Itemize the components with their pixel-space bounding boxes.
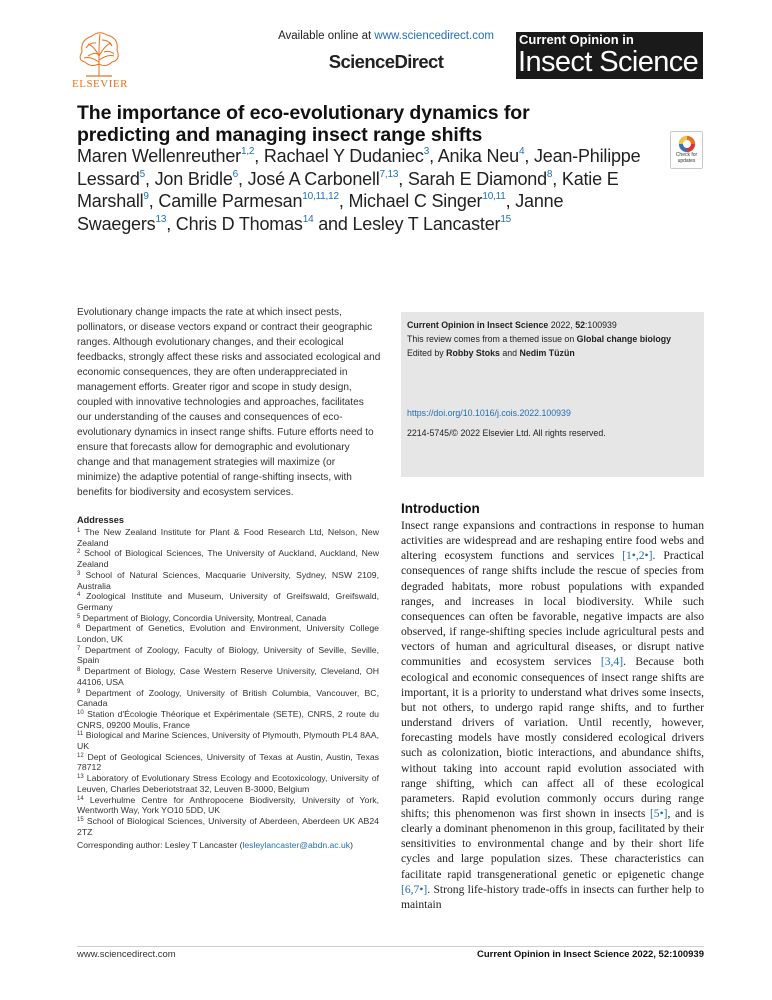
author-name: Katie E Marshall [77, 168, 619, 212]
address-number: 1 [77, 528, 81, 534]
footer-website: www.sciencedirect.com [77, 949, 176, 960]
availability-prefix: Available online at [278, 30, 375, 42]
address-number: 15 [77, 816, 84, 823]
editor-1: Robby Stoks [446, 348, 500, 358]
address-item [77, 570, 379, 591]
abstract: Evolutionary change impacts the rate at which insect pests, pollinators, or disease vectors expand or contract their geographic ranges. Although evolutionary changes, and their ecological feedbacks, strongly affect these risks and associated ecological and economic consequences, they are often underappreciated in management efforts. Greater rigor and scope in study design, coupled with innovative technologies and approaches, facilitates our understanding of the causes and consequences of eco-evolutionary dynamics in insect range shifts. Future efforts need to ensure that forecasts allow for demographic and evolutionary change and that management strategies will maximize (or minimize) the adaptive potential of range-shifting insects, with benefits for biodiversity and ecosystem services. [77, 307, 381, 498]
check-updates-icon [678, 135, 696, 153]
address-number: 5 [77, 613, 81, 620]
author-affiliation[interactable]: 14 [302, 213, 314, 225]
address-text: Laboratory of Evolutionary Stress Ecology and Ecotoxicology, University of Leuven, Charles Deberiotstraat 32, Leuven B-3000, Belgium [77, 773, 379, 794]
citation-reference-link[interactable]: [1•,2•] [622, 549, 653, 563]
theme-prefix: This review comes from a themed issue on [407, 334, 577, 344]
author-separator: , [148, 191, 159, 212]
author-separator: , [166, 213, 176, 234]
journal-logo-top: Current Opinion in [519, 32, 634, 47]
citation-reference-link[interactable]: [3,4] [600, 655, 624, 669]
corresponding-author [77, 840, 387, 850]
address-text: School of Natural Sciences, Macquarie University, Sydney, NSW 2109, Australia [77, 569, 379, 591]
address-item [77, 709, 379, 730]
address-item [77, 816, 379, 837]
author-separator: , [338, 191, 349, 212]
author-separator: , [524, 146, 534, 166]
address-item [77, 752, 379, 773]
author-name: Maren Wellenreuther [77, 146, 241, 166]
editor-and: and [499, 348, 520, 358]
author-name: Janne Swaegers [77, 191, 564, 234]
author-affiliation[interactable]: 1,2 [240, 146, 255, 157]
address-text: The New Zealand Institute for Plant & Food Research Ltd, Nelson, New Zealand [77, 527, 379, 548]
citation-journal: Current Opinion in Insect Science [407, 320, 549, 330]
author-affiliation[interactable]: 6 [232, 168, 239, 180]
address-item [77, 666, 379, 687]
author-name: Jon Bridle [154, 168, 233, 189]
address-text: School of Biological Sciences, The University of Auckland, Auckland, New Zealand [77, 548, 380, 570]
author-name: José A Carbonell [247, 168, 380, 189]
author-name: Lesley T Lancaster [352, 213, 501, 234]
address-item [77, 795, 379, 816]
introduction-text: , and is clearly a dominant phenomenon in this group, facilitated by their sensitivities to environmental change and by their short life cycles and large population sizes. These characteristics can facilitate rapid transgenerational genetic or epigenetic change [401, 806, 704, 881]
author-separator: and [313, 213, 353, 234]
journal-logo [516, 32, 703, 79]
author-affiliation[interactable]: 13 [155, 213, 167, 225]
citation-year: 2022, [548, 320, 576, 330]
address-item [77, 645, 379, 666]
author-affiliation[interactable]: 4 [518, 146, 525, 157]
address-number: 4 [77, 592, 81, 599]
address-number: 9 [77, 688, 81, 695]
addresses-list [77, 527, 379, 837]
author-name: Michael C Singer [348, 191, 483, 212]
address-number: 11 [77, 731, 84, 738]
address-text: Department of Zoology, Faculty of Biology, University of Seville, Seville, Spain [77, 644, 379, 666]
author-affiliation[interactable]: 10,11 [482, 191, 506, 203]
address-text: Department of Zoology, University of British Columbia, Vancouver, BC, Canada [77, 687, 379, 709]
edited-prefix: Edited by [407, 348, 447, 358]
address-text: Dept of Geological Sciences, University of Texas at Austin, Austin, Texas 78712 [77, 751, 379, 773]
introduction-body [401, 518, 704, 911]
address-number: 6 [77, 624, 81, 631]
author-separator: , [505, 191, 516, 212]
address-number: 3 [77, 570, 81, 577]
author-separator: , [145, 168, 155, 189]
address-item [77, 527, 379, 548]
address-text: Biological and Marine Sciences, University of Plymouth, Plymouth PL4 8AA, UK [77, 730, 379, 752]
address-number: 7 [77, 645, 81, 652]
journal-logo-bottom: Insect Science [518, 46, 699, 78]
article-info-box [401, 312, 704, 477]
author-affiliation[interactable]: 10,11,12 [302, 191, 339, 203]
introduction-heading: Introduction [401, 501, 480, 516]
check-updates-line-1: Check for [675, 152, 698, 158]
author-affiliation[interactable]: 9 [143, 191, 149, 203]
corresponding-prefix: Corresponding author: Lesley T Lancaster ( [77, 840, 243, 850]
corresponding-email-link[interactable]: lesleylancaster@abdn.ac.uk [242, 840, 351, 850]
citation-reference-link[interactable]: [6,7•] [401, 882, 428, 896]
address-item [77, 613, 379, 624]
citation-reference-link[interactable]: [5•] [649, 806, 668, 820]
address-number: 14 [77, 795, 84, 802]
check-for-updates-button[interactable] [670, 131, 703, 169]
author-separator: , [429, 146, 438, 166]
citation-line [407, 319, 696, 331]
editor-2: Nedim Tüzün [519, 348, 575, 358]
title-line-2: predicting and managing insect range shifts [77, 124, 483, 146]
address-text: Department of Biology, Case Western Reserve University, Cleveland, OH 44106, USA [77, 666, 379, 687]
author-name: Rachael Y Dudaniec [263, 146, 424, 166]
author-affiliation[interactable]: 15 [500, 213, 512, 225]
address-item [77, 623, 379, 644]
address-item [77, 548, 379, 569]
theme-name: Global change biology [576, 334, 671, 344]
author-name: Sarah E Diamond [407, 168, 547, 189]
editors-line [407, 347, 696, 359]
author-affiliation[interactable]: 5 [139, 168, 146, 180]
citation-article-number: :100939 [584, 320, 617, 330]
address-number: 13 [77, 774, 84, 781]
publisher-wordmark: ELSEVIER [72, 78, 128, 90]
author-name: Jean-Philippe Lessard [77, 146, 641, 189]
author-affiliation[interactable]: 7,13 [379, 168, 399, 180]
introduction-text: . Strong life-history trade-offs in insects can further help to maintain [401, 882, 704, 911]
address-text: Department of Biology, Concordia University, Montreal, Canada [82, 612, 327, 623]
doi-link[interactable]: https://doi.org/10.1016/j.cois.2022.100939 [407, 408, 571, 418]
address-item [77, 591, 379, 612]
address-number: 10 [77, 709, 84, 716]
address-text: Department of Genetics, Evolution and Environment, University College London, UK [77, 623, 379, 645]
author-separator: , [398, 168, 408, 189]
citation-volume: 52 [575, 320, 585, 330]
address-text: Leverhulme Centre for Anthropocene Biodiversity, University of York, Wentworth Way, York YO10 5DD, UK [77, 794, 379, 816]
footer-citation: Current Opinion in Insect Science 2022, 52:100939 [476, 949, 704, 960]
introduction-text: . Because both ecological and economic consequences of insect range shifts are important, it is a priority to understand what drives some insects, but not others, to undergo rapid range shifts, and to further understand drivers of variation. Until recently, however, forecasting models have mostly considered ecological drivers such as colonization, biotic interactions, and abundance shifts, without taking into account rapid evolution associated with range shifting, which can affect all of these ecological parameters. Rapid evolution commonly occurs during range shifts; this phenomenon was first shown in insects [401, 655, 704, 820]
author-list [77, 145, 647, 235]
author-separator: , [238, 168, 248, 189]
sciencedirect-link[interactable]: www.sciencedirect.com [374, 30, 494, 42]
author-name: Camille Parmesan [158, 191, 303, 212]
author-separator: , [254, 146, 264, 166]
address-text: Zoological Institute and Museum, University of Greifswald, Greifswald, Germany [77, 591, 379, 612]
introduction-text: Insect range expansions and contractions in response to human activities are widespread and are reshaping entire food webs and altering ecosystem functions and services [401, 519, 704, 563]
address-number: 12 [77, 752, 84, 759]
article-title [77, 102, 637, 146]
footer-divider [77, 946, 704, 947]
author-separator: , [552, 168, 562, 189]
themed-issue-line [407, 333, 696, 345]
sciencedirect-brand: ScienceDirect [328, 51, 444, 72]
address-number: 8 [77, 667, 81, 674]
address-item [77, 688, 379, 709]
address-item [77, 730, 379, 751]
introduction-text: . Practical consequences of range shifts include the rescue of species from degraded habitats, more robust populations with expanded ranges, and increases in local biodiversity. While such consequences can often be favorable, negative impacts are also observed, if range-shifting species include agricultural pests and vectors of human and agricultural diseases, or disrupt native communities and ecosystem services [401, 549, 704, 669]
title-line-1: The importance of eco-evolutionary dynamics for [77, 102, 530, 124]
author-affiliation[interactable]: 8 [546, 168, 553, 180]
address-text: Station d'Écologie Théorique et Expérimentale (SETE), CNRS, 2 route du CNRS, 09200 Moulis, France [77, 708, 379, 730]
address-item [77, 773, 379, 794]
author-name: Chris D Thomas [175, 213, 303, 234]
rights-statement: 2214-5745/© 2022 Elsevier Ltd. All rights reserved. [407, 428, 606, 438]
author-name: Anika Neu [437, 146, 519, 166]
addresses-heading: Addresses [77, 515, 124, 525]
check-updates-line-2: updates [677, 157, 696, 164]
address-text: School of Biological Sciences, University of Aberdeen, Aberdeen UK AB24 2TZ [77, 815, 379, 837]
address-number: 2 [77, 549, 81, 556]
corresponding-suffix: ) [350, 840, 353, 850]
author-affiliation[interactable]: 3 [423, 146, 430, 157]
